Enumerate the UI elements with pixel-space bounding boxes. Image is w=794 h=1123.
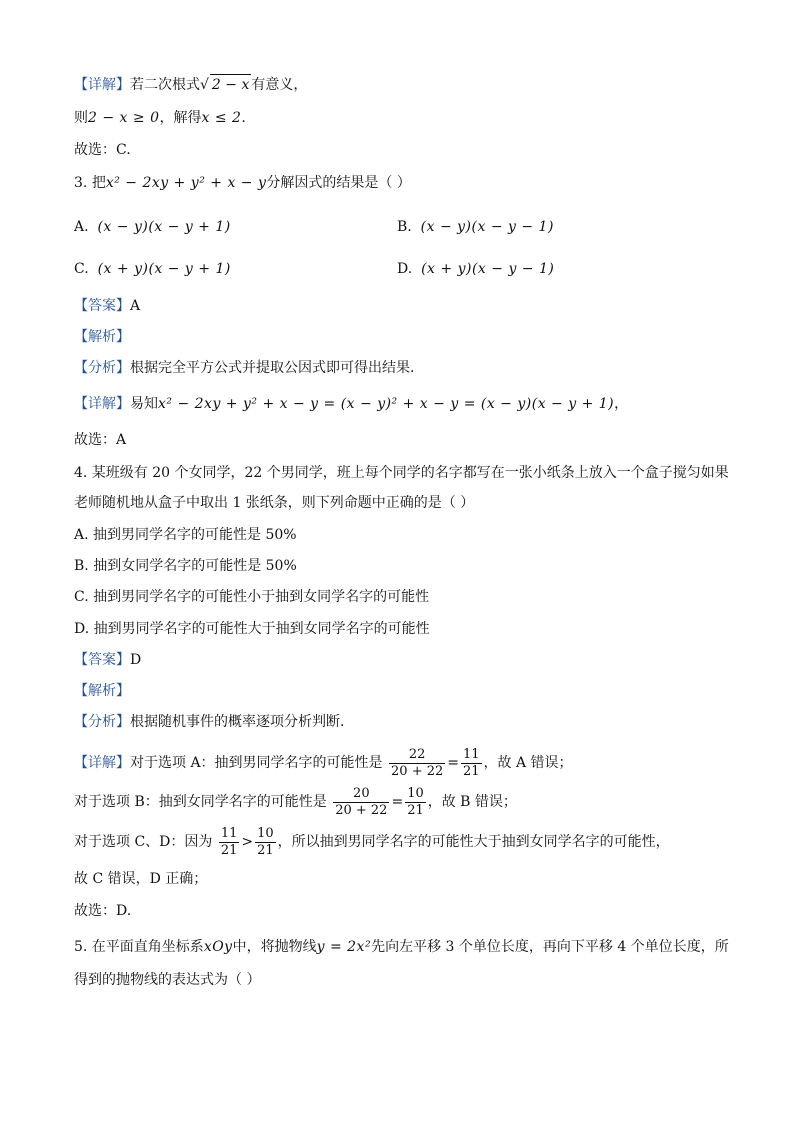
detail-line-cd <box>74 824 670 860</box>
equals-sign: = <box>447 755 459 771</box>
denominator: 20 + 22 <box>391 763 444 779</box>
denominator: 21 <box>407 802 424 818</box>
text: 若二次根式 <box>130 77 200 93</box>
option-label: C. <box>74 261 89 277</box>
option-c: C. 抽到男同学名字的可能性小于抽到女同学名字的可能性 <box>74 589 430 605</box>
sqrt-symbol: √ <box>200 77 209 93</box>
answer-value: D <box>130 652 142 668</box>
question-number: 3. <box>74 175 88 191</box>
option-label: D. <box>397 261 413 277</box>
choose-line: 故选：A <box>74 432 127 448</box>
answer-line <box>74 650 141 670</box>
denominator: 21 <box>463 763 480 779</box>
text: 易知 <box>130 396 158 412</box>
fenxi-text: 根据完全平方公式并提取公因式即可得出结果. <box>130 360 415 376</box>
fraction <box>461 747 482 780</box>
detail-tag: 【详解】 <box>74 77 130 93</box>
text: 有意义， <box>251 77 308 93</box>
numerator: 10 <box>407 785 424 801</box>
fraction <box>389 747 445 780</box>
question-4-line-1: 4. 某班级有 20 个女同学，22 个男同学，班上每个同学的名字都写在一张小纸条上放入一个盒子搅匀如果 <box>74 465 729 481</box>
option-math: (x + y)(x − y + 1) <box>97 261 231 277</box>
greater-than-sign: > <box>241 834 254 850</box>
equals-sign: = <box>391 794 404 810</box>
text: 对于选项 B：抽到女同学名字的可能性是 <box>74 794 327 810</box>
text: ，所以抽到男同学名字的可能性大于抽到女同学名字的可能性， <box>277 834 670 850</box>
option-a: A. 抽到男同学名字的可能性是 50% <box>74 527 297 543</box>
option-math: (x − y)(x − y − 1) <box>420 219 554 235</box>
numerator: 11 <box>463 746 480 762</box>
detail-line <box>74 394 628 414</box>
detail-tag: 【详解】 <box>74 755 130 771</box>
conclusion-line: 故 C 错误，D 正确； <box>74 871 208 887</box>
math: x² − 2xy + y² + x − y <box>105 175 267 191</box>
option-c <box>74 259 231 279</box>
option-d: D. 抽到男同学名字的可能性大于抽到女同学名字的可能性 <box>74 621 430 637</box>
numerator: 22 <box>408 746 426 762</box>
fenxi-tag: 【分析】 <box>74 360 130 376</box>
fenxi-tag: 【分析】 <box>74 714 130 730</box>
text: 中，将抛物线 <box>232 939 317 955</box>
math: x² − 2xy + y² + x − y = (x − y)² + x − y = (x − y)(x − y + 1) <box>158 396 615 412</box>
fenxi-line <box>74 712 344 732</box>
denominator: 21 <box>257 842 274 858</box>
question-5-line-1 <box>74 937 729 957</box>
fraction <box>333 786 389 819</box>
fraction <box>255 826 276 859</box>
text: 先向左平移 3 个单位长度，再向下平移 4 个单位长度，所 <box>371 939 729 955</box>
numerator: 10 <box>257 825 274 841</box>
option-math: (x + y)(x − y − 1) <box>421 261 555 277</box>
numerator: 20 <box>353 785 370 801</box>
text: ，故 A 错误； <box>483 755 573 771</box>
fenxi-line <box>74 358 414 378</box>
option-a <box>74 217 231 237</box>
option-b <box>397 217 554 237</box>
option-label: B. <box>397 219 412 235</box>
option-math: (x − y)(x − y + 1) <box>97 219 231 235</box>
answer-tag: 【答案】 <box>74 652 130 668</box>
fraction <box>405 786 426 819</box>
answer-value: A <box>130 298 141 314</box>
text-line <box>74 108 246 128</box>
jiexi-tag: 【解析】 <box>74 683 130 699</box>
question-4-line-2: 老师随机地从盒子中取出 1 张纸条，则下列命题中正确的是（ ） <box>74 495 475 511</box>
choose-line: 故选：C. <box>74 142 131 158</box>
detail-line-a <box>74 745 573 781</box>
math-sqrt-content: 2 − x <box>210 74 251 95</box>
question-3 <box>74 173 411 193</box>
fraction <box>219 826 240 859</box>
detail-tag: 【详解】 <box>74 396 130 412</box>
text: 5. 在平面直角坐标系 <box>74 939 204 955</box>
choose-line: 故选：D. <box>74 903 132 919</box>
denominator: 21 <box>220 842 238 858</box>
detail-line-b <box>74 784 517 820</box>
math: 2 − x ≥ 0 <box>88 110 160 126</box>
denominator: 20 + 22 <box>335 802 388 818</box>
jiexi-line <box>74 327 130 347</box>
math: y = 2x² <box>316 939 372 955</box>
text: 则 <box>74 110 88 126</box>
text: ， <box>614 396 629 412</box>
answer-line <box>74 296 140 316</box>
text: 把 <box>91 175 106 191</box>
detail-line <box>74 74 307 95</box>
text: ，故 B 错误； <box>427 794 517 810</box>
text: 对于选项 C、D：因为 <box>74 834 213 850</box>
option-b: B. 抽到女同学名字的可能性是 50% <box>74 558 297 574</box>
math: xOy <box>203 939 233 955</box>
text: ，解得 <box>159 110 202 126</box>
text: 分解因式的结果是（ ） <box>266 175 411 191</box>
answer-tag: 【答案】 <box>74 298 130 314</box>
text: . <box>241 110 246 126</box>
jiexi-line <box>74 681 130 701</box>
text: 对于选项 A：抽到男同学名字的可能性是 <box>130 755 383 771</box>
option-label: A. <box>74 219 89 235</box>
question-5-line-2: 得到的抛物线的表达式为（ ） <box>74 972 261 988</box>
fenxi-text: 根据随机事件的概率逐项分析判断. <box>130 714 345 730</box>
math: x ≤ 2 <box>201 110 242 126</box>
numerator: 11 <box>220 825 238 841</box>
jiexi-tag: 【解析】 <box>74 329 130 345</box>
option-d <box>397 259 554 279</box>
